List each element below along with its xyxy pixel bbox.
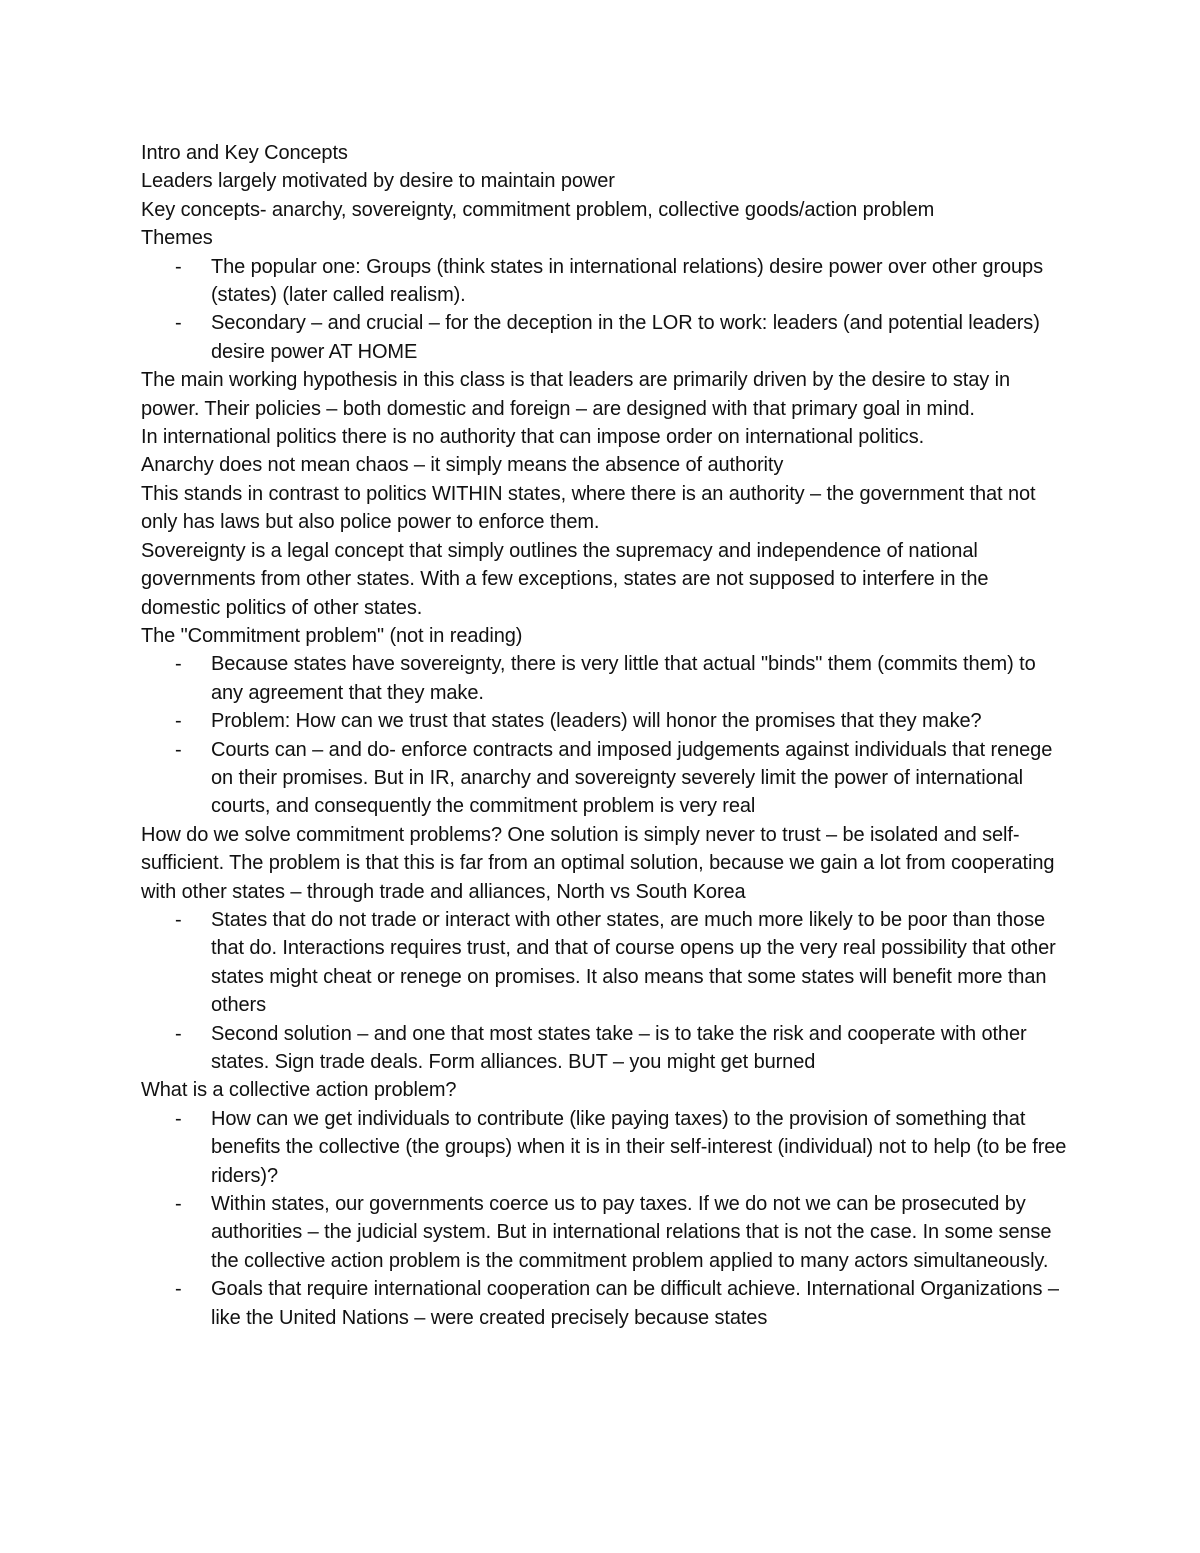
list-item-text: Because states have sovereignty, there is very little that actual "binds" them (commits them) to any agreement that they make. bbox=[211, 653, 1036, 704]
dash-bullet-icon: - bbox=[175, 255, 182, 278]
paragraph: Key concepts- anarchy, sovereignty, commitment problem, collective goods/action problem bbox=[141, 198, 935, 221]
list-item bbox=[141, 1275, 1071, 1332]
list-item bbox=[141, 1105, 1071, 1190]
list-item-text: Goals that require international cooperation can be difficult achieve. International Organizations – like the United Nations – were created precisely because states bbox=[211, 1278, 1059, 1329]
list-item bbox=[141, 309, 1071, 366]
dash-bullet-icon: - bbox=[175, 1278, 182, 1301]
list-item bbox=[141, 736, 1071, 821]
dash-bullet-icon: - bbox=[175, 908, 182, 931]
paragraph: In international politics there is no authority that can impose order on international politics. bbox=[141, 426, 925, 449]
list-item-text: How can we get individuals to contribute (like paying taxes) to the provision of something that benefits the collective (the groups) when it is in their self-interest (individual) not to help (to be free riders)? bbox=[211, 1107, 1067, 1187]
paragraph: This stands in contrast to politics WITHIN states, where there is an authority – the government that not only has laws but also police power to enforce them. bbox=[141, 482, 1036, 534]
list-item bbox=[141, 253, 1071, 310]
list-item-text: States that do not trade or interact with other states, are much more likely to be poor than those that do. Interactions requires trust, and that of course opens up the very real possibility that other states might cheat or renege on promises. It also means that some states will benefit more than others bbox=[211, 908, 1056, 1017]
dash-bullet-icon: - bbox=[175, 653, 182, 676]
dash-bullet-icon: - bbox=[175, 1022, 182, 1045]
paragraph: Themes bbox=[141, 227, 213, 250]
list-item-text: Within states, our governments coerce us to pay taxes. If we do not we can be prosecuted by authorities – the judicial system. But in international relations that is not the case. In some sense the collective action problem is the commitment problem applied to many actors simultaneously. bbox=[211, 1193, 1052, 1272]
dash-list bbox=[141, 650, 1071, 820]
list-item-text: Courts can – and do- enforce contracts and imposed judgements against individuals that renege on their promises. But in IR, anarchy and sovereignty severely limit the power of international courts, and consequently the commitment problem is very real bbox=[211, 738, 1053, 818]
list-item bbox=[141, 1190, 1071, 1275]
list-item-text: Secondary – and crucial – for the deception in the LOR to work: leaders (and potential leaders) desire power AT HOME bbox=[211, 312, 1040, 363]
paragraph: What is a collective action problem? bbox=[141, 1079, 457, 1102]
list-item-text: Second solution – and one that most states take – is to take the risk and cooperate with other states. Sign trade deals. Form alliances. BUT – you might get burned bbox=[211, 1022, 1027, 1073]
paragraph: How do we solve commitment problems? One solution is simply never to trust – be isolated and self-sufficient. The problem is that this is far from an optimal solution, because we gain a lot from cooperating with other states – through trade and alliances, North vs South Korea bbox=[141, 823, 1055, 903]
list-item bbox=[141, 707, 1071, 735]
dash-list bbox=[141, 1105, 1071, 1332]
paragraph: Intro and Key Concepts bbox=[141, 142, 348, 164]
paragraph: Leaders largely motivated by desire to maintain power bbox=[141, 170, 615, 193]
paragraph: The "Commitment problem" (not in reading) bbox=[141, 624, 523, 647]
document-page bbox=[141, 139, 1071, 1332]
paragraph: Anarchy does not mean chaos – it simply means the absence of authority bbox=[141, 454, 784, 477]
dash-list bbox=[141, 253, 1071, 367]
dash-bullet-icon: - bbox=[175, 738, 182, 761]
dash-bullet-icon: - bbox=[175, 710, 182, 733]
dash-bullet-icon: - bbox=[175, 312, 182, 335]
dash-bullet-icon: - bbox=[175, 1193, 182, 1216]
paragraph: Sovereignty is a legal concept that simply outlines the supremacy and independence of national governments from other states. With a few exceptions, states are not supposed to interfere in the domestic politics of other states. bbox=[141, 539, 989, 619]
list-item bbox=[141, 906, 1071, 1020]
list-item-text: The popular one: Groups (think states in international relations) desire power over other groups (states) (later called realism). bbox=[211, 255, 1043, 307]
dash-bullet-icon: - bbox=[175, 1107, 182, 1130]
paragraph: The main working hypothesis in this class is that leaders are primarily driven by the desire to stay in power. Their policies – both domestic and foreign – are designed with that primary goal in mind. bbox=[141, 369, 1010, 420]
list-item bbox=[141, 650, 1071, 707]
dash-list bbox=[141, 906, 1071, 1076]
list-item-text: Problem: How can we trust that states (leaders) will honor the promises that they make? bbox=[211, 710, 982, 733]
list-item bbox=[141, 1020, 1071, 1077]
